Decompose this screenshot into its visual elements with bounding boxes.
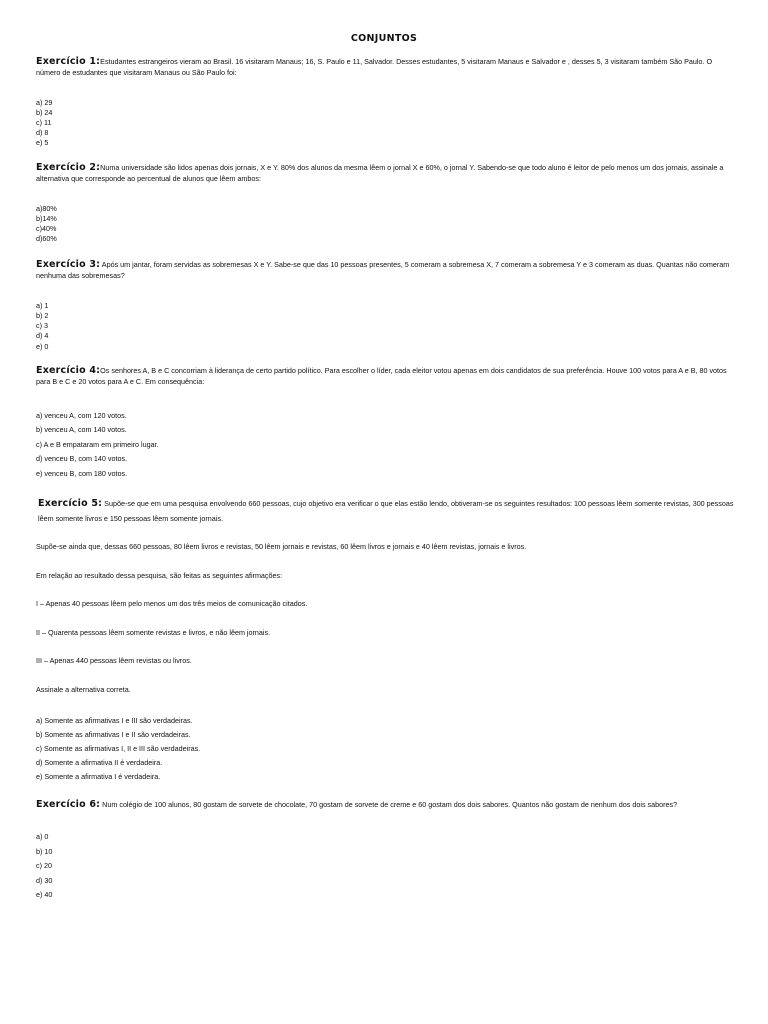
exercise-6-option-b: b) 10 [36,847,53,856]
exercise-5-statement-i: I – Apenas 40 pessoas lêem pelo menos um dos três meios de comunicação citados. [36,599,308,608]
exercise-4-option-e: e) venceu B, com 180 votos. [36,469,128,478]
exercise-1-heading: Exercício 1: [36,56,101,67]
exercise-2-option-d: d)60% [36,234,57,243]
exercise-5-paragraph-2: Em relação ao resultado dessa pesquisa, são feitas as seguintes afirmações: [36,571,283,580]
exercise-1-option-c: c) 11 [36,118,52,127]
exercise-6-option-e: e) 40 [36,890,53,899]
exercise-4-option-b: b) venceu A, com 140 votos. [36,425,127,434]
exercise-5-option-c: c) Somente as afirmativas I, II e III são verdadeiras. [36,744,201,753]
exercise-6-option-a: a) 0 [36,832,49,841]
exercise-1-option-b: b) 24 [36,108,53,117]
exercise-6-text: Num colégio de 100 alunos, 80 gostam de sorvete de chocolate, 70 gostam de sorvete de creme e 60 gostam dos dois sabores. Quantos não gostam de nenhum dos dois sabores? [102,800,678,809]
exercise-4-statement [36,366,736,387]
exercise-3-option-b: b) 2 [36,311,49,320]
exercise-4-option-a: a) venceu A, com 120 votos. [36,411,127,420]
exercise-2-option-a: a)80% [36,204,57,213]
exercise-4-option-d: d) venceu B, com 140 votos. [36,454,128,463]
exercise-1-option-e: e) 5 [36,138,49,147]
exercise-5-statement-ii: II – Quarenta pessoas lêem somente revistas e livros, e não lêem jornais. [36,628,271,637]
exercise-6-statement [36,800,736,811]
exercise-3-option-e: e) 0 [36,342,49,351]
exercise-5-option-a: a) Somente as afirmativas I e III são verdadeiras. [36,716,193,725]
exercise-5-text: Supõe-se que em uma pesquisa envolvendo 660 pessoas, cujo objetivo era verificar o que elas estão lendo, obtiveram-se os seguintes resultados: 100 pessoas lêem somente revistas, 300 pessoas lêem somente livros e 150 pessoas lêem somente jornais. [38,499,734,523]
exercise-5-statement [38,497,738,526]
exercise-3-text: Após um jantar, foram servidas as sobremesas X e Y. Sabe-se que das 10 pessoas presentes, 5 comeram a sobremesa X, 7 comeram a sobremesa Y e 3 comeram as duas. Quantas não comeram nenhuma das sobremesas? [36,260,730,280]
exercise-4-text: Os senhores A, B e C concorriam à liderança de certo partido político. Para escolher o líder, cada eleitor votou apenas em dois candidatos de sua preferência. Houve 100 votos para A e B, 80 votos para B e C e 20 votos para A e C. Em consequência: [36,366,727,386]
exercise-2-statement [36,163,736,184]
exercise-5-option-d: d) Somente a afirmativa II é verdadeira. [36,758,163,767]
exercise-3-option-d: d) 4 [36,331,49,340]
exercise-1-option-a: a) 29 [36,98,53,107]
exercise-3-statement [36,260,736,281]
exercise-5-instruction: Assinale a alternativa correta. [36,685,131,694]
exercise-4-option-c: c) A e B empataram em primeiro lugar. [36,440,159,449]
exercise-5-heading: Exercício 5: [38,498,103,509]
exercise-3-option-c: c) 3 [36,321,48,330]
exercise-1-statement [36,57,736,78]
exercise-5-statement-iii: III – Apenas 440 pessoas lêem revistas ou livros. [36,656,192,665]
exercise-6-option-d: d) 30 [36,876,53,885]
exercise-5-option-e: e) Somente a afirmativa I é verdadeira. [36,772,161,781]
page-title: CONJUNTOS [350,33,418,44]
exercise-1-option-d: d) 8 [36,128,49,137]
exercise-5-option-b: b) Somente as afirmativas I e II são verdadeiras. [36,730,191,739]
exercise-3-heading: Exercício 3: [36,259,101,270]
exercise-2-option-b: b)14% [36,214,57,223]
exercise-4-heading: Exercício 4: [36,365,101,376]
exercise-2-option-c: c)40% [36,224,57,233]
exercise-2-text: Numa universidade são lidos apenas dois jornais, X e Y. 80% dos alunos da mesma lêem o jornal X e 60%, o jornal Y. Sabendo-se que todo aluno é leitor de pelo menos um dos jornais, assinale a alternativa que corresponde ao percentual de alunos que lêem ambos: [36,163,724,183]
exercise-3-option-a: a) 1 [36,301,49,310]
exercise-6-heading: Exercício 6: [36,799,101,810]
exercise-6-option-c: c) 20 [36,861,52,870]
exercise-2-heading: Exercício 2: [36,162,101,173]
exercise-1-text: Estudantes estrangeiros vieram ao Brasil. 16 visitaram Manaus; 16, S. Paulo e 11, Salvador. Desses estudantes, 5 visitaram Manaus e Salvador e , desses 5, 3 visitaram também São Paulo. O número de estudantes que visitaram Manaus ou São Paulo foi: [36,57,713,77]
exercise-5-paragraph-1: Supõe-se ainda que, dessas 660 pessoas, 80 lêem livros e revistas, 50 lêem jornais e revistas, 60 lêem livros e jornais e 40 lêem revistas, jornais e livros. [36,542,527,551]
